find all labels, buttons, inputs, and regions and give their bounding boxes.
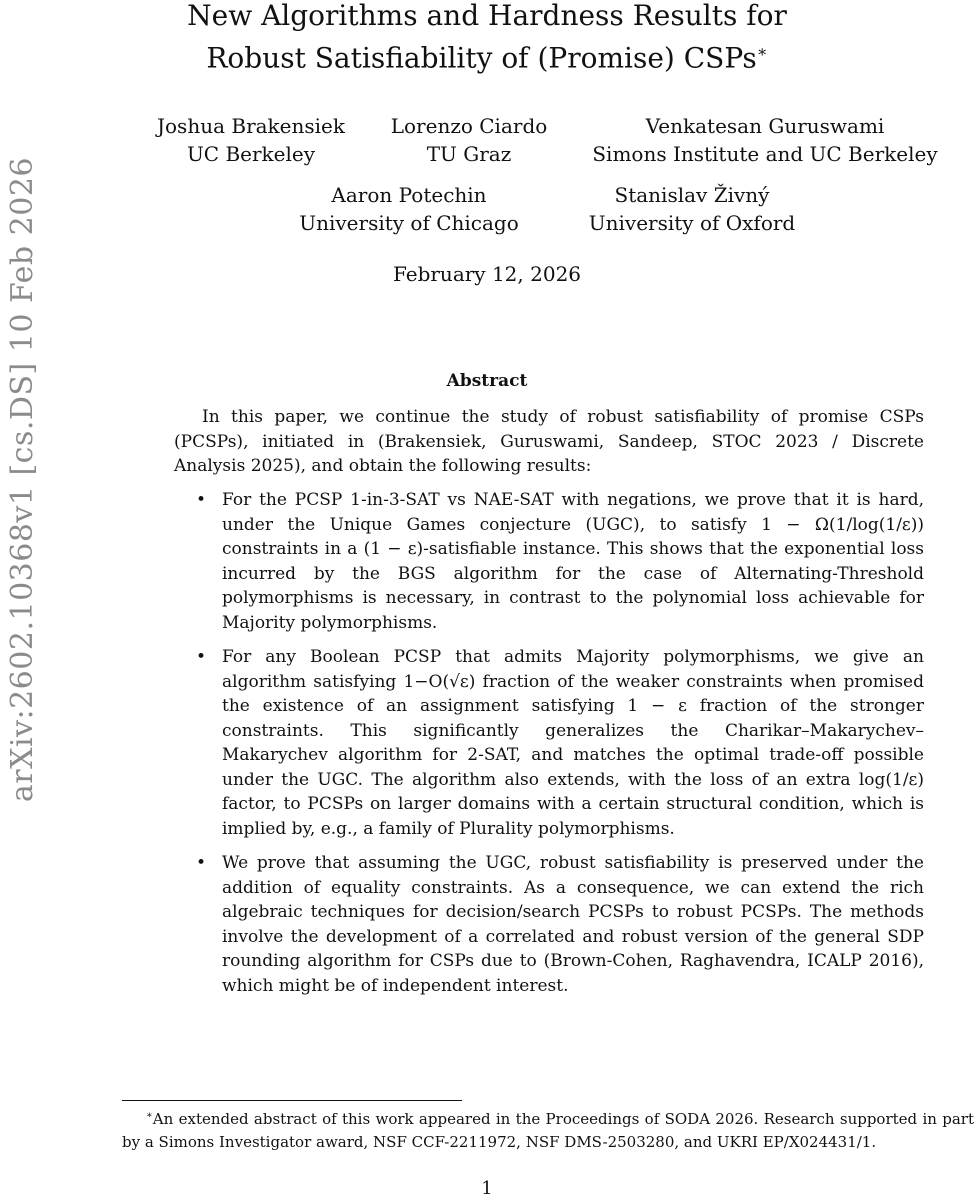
author-name: Venkatesan Guruswami xyxy=(645,114,885,138)
author-potechin xyxy=(296,181,522,237)
author-name: Aaron Potechin xyxy=(331,183,487,207)
author-affiliation: TU Graz xyxy=(426,142,512,166)
title-footnote-marker: ∗ xyxy=(756,42,768,61)
paper-title-line-1: New Algorithms and Hardness Results for xyxy=(187,0,787,32)
author-name: Lorenzo Ciardo xyxy=(390,114,548,138)
abstract-results-list xyxy=(174,488,924,998)
author-name: Stanislav Živný xyxy=(614,183,770,207)
title-footnote xyxy=(122,1104,974,1154)
author-name: Joshua Brakensiek xyxy=(157,114,345,138)
publication-date: February 12, 2026 xyxy=(392,262,582,286)
author-affiliation: University of Oxford xyxy=(588,211,796,235)
author-zivny xyxy=(578,181,806,237)
author-affiliation: Simons Institute and UC Berkeley xyxy=(592,142,938,166)
arxiv-identifier-text: arXiv:2602.10368v1 [cs.DS] 10 Feb 2026 xyxy=(4,157,40,803)
author-affiliation: UC Berkeley xyxy=(186,142,316,166)
paper-title-line-2: Robust Satisfiability of (Promise) CSPs∗ xyxy=(206,41,768,75)
footnote-text: An extended abstract of this work appeared in the Proceedings of SODA 2026. Research supported in part by a Simons Investigator award, NSF CCF-2211972, NSF DMS-2503280, and UKRI EP/X024431/1. xyxy=(122,1110,974,1151)
list-item: • For the PCSP 1-in-3-SAT vs NAE-SAT with negations, we prove that it is hard, under the Unique Games conjecture (UGC), to satisfy 1 − Ω(1/log(1/ε)) constraints in a (1 − ε)-satisfiable instance. This shows that the exponential loss incurred by the BGS algorithm for the case of Alternating-Threshold polymorphisms is necessary, in contrast to the polynomial loss achievable for Majority polymorphisms. xyxy=(174,488,924,635)
footnote-marker: ∗ xyxy=(146,1110,153,1121)
abstract-heading: Abstract xyxy=(446,371,528,391)
author-ciardo xyxy=(382,112,556,168)
list-item: • For any Boolean PCSP that admits Majority polymorphisms, we give an algorithm satisfying 1−O(√ε) fraction of the weaker constraints when promised the existence of an assignment satisfying 1 − ε fraction of the stronger constraints. This significantly generalizes the Charikar–Makarychev–Makarychev algorithm for 2-SAT, and matches the optimal trade-off possible under the UGC. The algorithm also extends, with the loss of an extra log(1/ε) factor, to PCSPs on larger domains with a certain structural condition, which is implied by, e.g., a family of Plurality polymorphisms. xyxy=(174,645,924,841)
abstract-intro-paragraph: In this paper, we continue the study of robust satisfiability of promise CSPs (PCSPs), initiated in (Brakensiek, Guruswami, Sandeep, STOC 2023 / Discrete Analysis 2025), and obtain the following results: xyxy=(174,407,924,476)
list-item: • We prove that assuming the UGC, robust satisfiability is preserved under the addition of equality constraints. As a consequence, we can extend the rich algebraic techniques for decision/search PCSPs to robust PCSPs. The methods involve the development of a correlated and robust version of the general SDP rounding algorithm for CSPs due to (Brown-Cohen, Raghavendra, ICALP 2016), which might be of independent interest. xyxy=(174,851,924,998)
author-brakensiek xyxy=(150,112,352,168)
author-guruswami xyxy=(586,112,944,168)
page-number: 1 xyxy=(481,1178,493,1199)
footnote-divider xyxy=(122,1100,462,1101)
arxiv-identifier-stamp xyxy=(0,140,44,820)
author-affiliation: University of Chicago xyxy=(299,211,519,235)
